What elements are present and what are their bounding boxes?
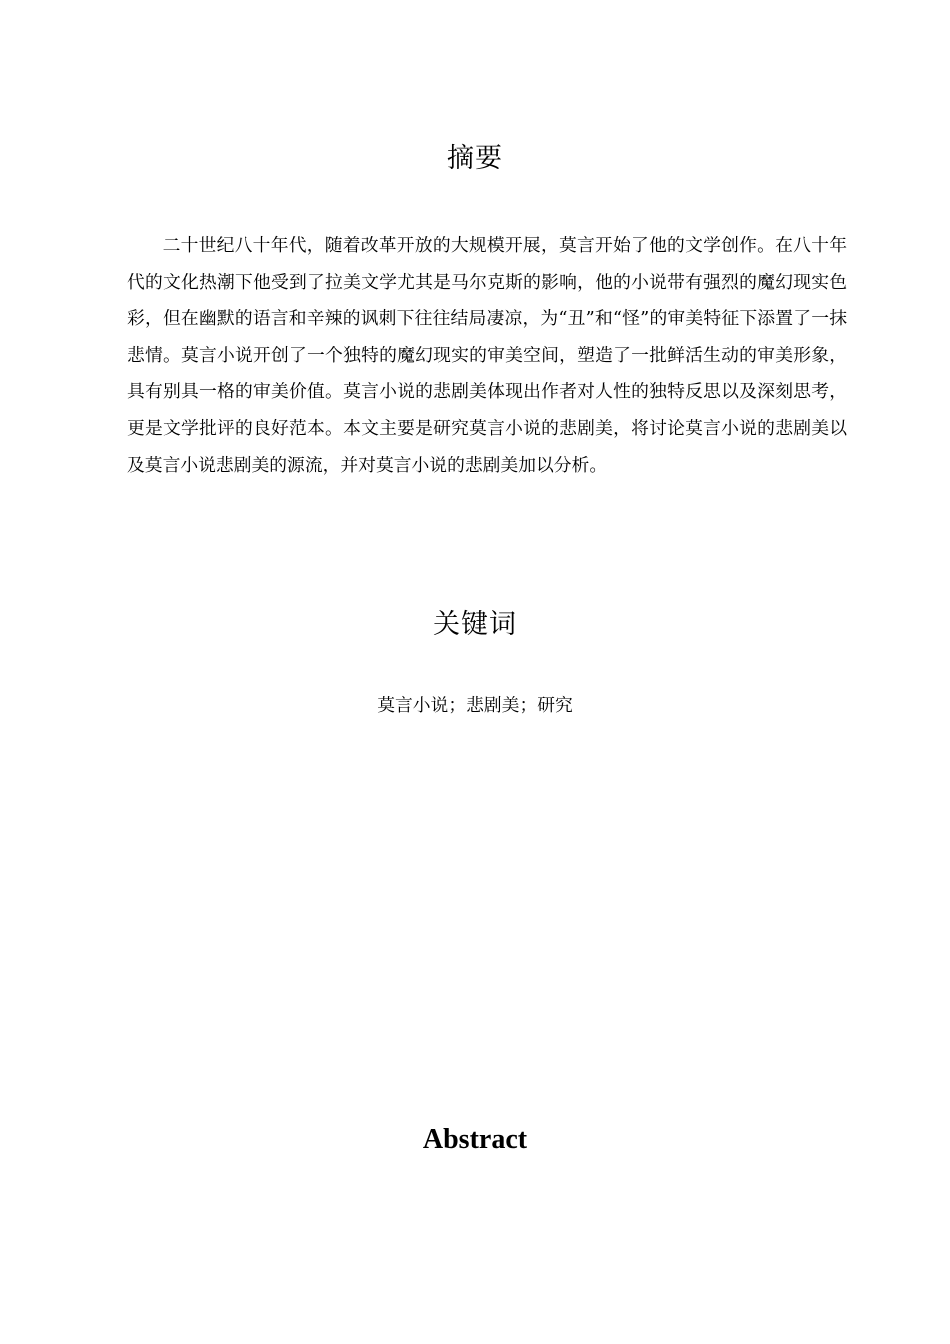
abstract-heading: 摘要 — [447, 143, 503, 174]
keywords-text: 莫言小说；悲剧美；研究 — [377, 695, 573, 716]
english-abstract-heading: Abstract — [422, 1124, 528, 1155]
keywords-heading: 关键词 — [433, 609, 517, 640]
abstract-paragraph: 二十世纪八十年代，随着改革开放的大规模开展，莫言开始了他的文学创作。在八十年代的文化热潮下他受到了拉美文学尤其是马尔克斯的影响，他的小说带有强烈的魔幻现实色彩，但在幽默的语言和辛辣的讽刺下往往结局凄凉，为“丑”和“怪”的审美特征下添置了一抹悲情。莫言小说开创了一个独特的魔幻现实的审美空间，塑造了一批鲜活生动的审美形象，具有别具一格的审美价值。莫言小说的悲剧美体现出作者对人性的独特反思以及深刻思考，更是文学批评的良好范本。本文主要是研究莫言小说的悲剧美，将讨论莫言小说的悲剧美以及莫言小说悲剧美的源流，并对莫言小说的悲剧美加以分析。 — [127, 235, 847, 476]
